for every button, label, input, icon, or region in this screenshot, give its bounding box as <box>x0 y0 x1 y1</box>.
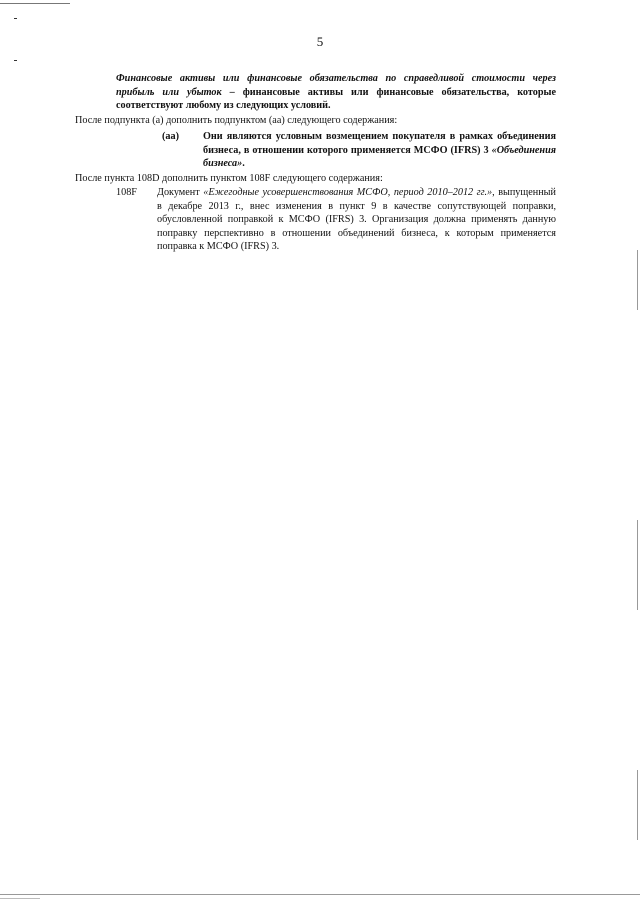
scan-artifact-edge <box>637 250 638 310</box>
subitem-end: . <box>242 158 245 169</box>
document-title: «Ежегодные усовершенствования МСФО, период 2010–2012 гг.» <box>203 187 493 198</box>
definition-dash: – <box>221 86 243 98</box>
definition-term: Финансовые активы или финансовые обязательства по справедливой стоимости через прибыль или убыток <box>116 73 556 98</box>
definition-paragraph <box>116 72 556 113</box>
scan-artifact-edge <box>637 770 638 840</box>
subitem-body: Они являются условным возмещением покупателя в рамках объединения бизнеса, в отношении которого применяется МСФО (IFRS) 3 <box>203 131 556 156</box>
standard-title: «Объединения бизнеса» <box>203 144 556 169</box>
page-number: 5 <box>316 34 324 49</box>
paragraph-body: , выпущенный в декабре 2013 г., внес изменения в пункт 9 в качестве сопутствующей поправки, обусловленной поправкой к МСФО (IFRS) 3. Организация должна применять данную поправку перспективно в отношении объединений бизнеса, к которым применяется поправка к МСФО (IFRS) 3. <box>157 187 556 252</box>
scan-artifact-top-line <box>0 3 70 4</box>
subitem-text <box>203 130 556 171</box>
paragraph-prefix: Документ <box>157 187 204 198</box>
scan-artifact-bottom-line <box>0 898 40 899</box>
definition-body: финансовые активы или финансовые обязательства, которые соответствуют любому из следующих условий. <box>116 86 556 111</box>
scan-artifact-mark <box>14 60 17 61</box>
paragraph-number: 108F <box>116 187 137 198</box>
scan-artifact-bottom-line <box>0 894 640 895</box>
scan-artifact-mark <box>14 18 17 19</box>
paragraph-108f-text <box>157 186 556 254</box>
subitem-label: (аа) <box>162 131 179 142</box>
instruction-text: После подпункта (а) дополнить подпунктом (аа) следующего содержания: <box>75 115 398 126</box>
instruction-text: После пункта 108D дополнить пунктом 108F следующего содержания: <box>75 173 383 184</box>
scan-artifact-edge <box>637 520 638 610</box>
